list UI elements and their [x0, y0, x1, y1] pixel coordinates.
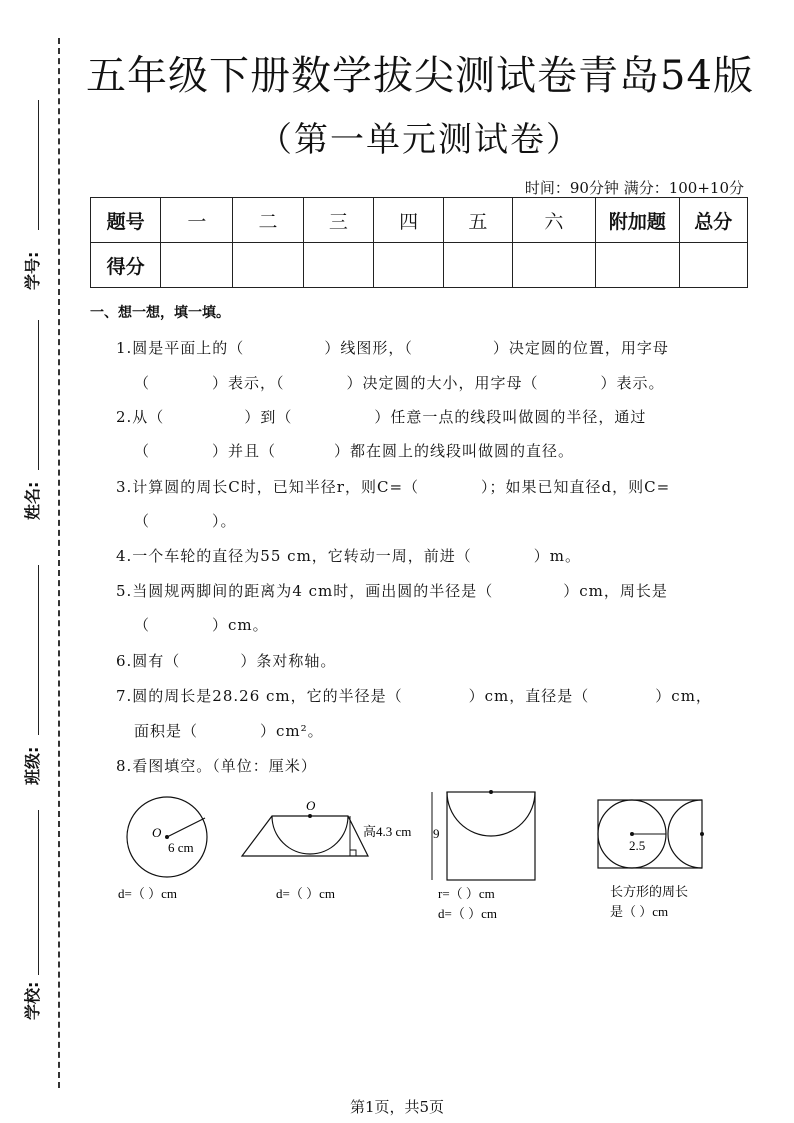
score-header-cell: 四 [373, 198, 443, 243]
question-3-line-2: （ ）。 [134, 512, 237, 530]
score-header-cell: 附加题 [596, 198, 680, 243]
score-header-cell: 五 [444, 198, 512, 243]
fig4-answer-2: 是（ ）cm [610, 904, 669, 919]
class-field[interactable] [38, 565, 39, 735]
score-cell[interactable] [233, 243, 303, 288]
page-subtitle: （第一单元测试卷） [258, 120, 582, 160]
score-header-cell: 总分 [679, 198, 747, 243]
question-4-line-1: 4.一个车轮的直径为55 cm，它转动一周，前进（ ）m。 [116, 547, 582, 565]
question-2-line-2: （ ）并且（ ）都在圆上的线段叫做圆的直径。 [134, 442, 575, 460]
fig2-answer: d=（ ）cm [276, 886, 335, 901]
question-5-line-2: （ ）cm。 [134, 616, 269, 634]
question-5-line-1: 5.当圆规两脚间的距离为4 cm时，画出圆的半径是（ ）cm，周长是 [116, 582, 668, 600]
score-cell[interactable] [512, 243, 596, 288]
fig4-radius-label: 2.5 [629, 838, 646, 853]
school-label: 学校: [23, 981, 42, 1020]
score-header-cell: 题号 [91, 198, 161, 243]
question-8-line-1: 8.看图填空。（单位：厘米） [116, 757, 317, 775]
page-number: 第1页，共5页 [349, 1098, 445, 1116]
fig1-radius-label: 6 cm [168, 840, 194, 855]
exam-meta: 时间：90分钟 满分：100+10分 [524, 179, 744, 197]
class-label: 班级: [23, 746, 42, 785]
figure-square [432, 790, 535, 921]
question-1-line-1: 1.圆是平面上的（ ）线图形，（ ）决定圆的位置，用字母 [116, 339, 669, 357]
fig3-side-label: 9 [433, 826, 440, 841]
figure-trapezoid [242, 798, 411, 901]
fig4-answer-1: 长方形的周长 [610, 884, 689, 899]
student-id-label: 学号: [23, 251, 42, 290]
fig2-center-label: O [306, 798, 316, 813]
score-row-label: 得分 [91, 243, 161, 288]
fig2-height-label: 高4.3 cm [363, 824, 412, 839]
score-cell[interactable] [161, 243, 233, 288]
score-table-score-row [91, 243, 748, 288]
question-7-line-1: 7.圆的周长是28.26 cm，它的半径是（ ）cm，直径是（ ）cm， [116, 687, 712, 705]
score-cell[interactable] [679, 243, 747, 288]
score-cell[interactable] [596, 243, 680, 288]
question-6-line-1: 6.圆有（ ）条对称轴。 [116, 652, 337, 670]
question-1-line-2: （ ）表示，（ ）决定圆的大小，用字母（ ）表示。 [134, 374, 665, 392]
score-table-header-row [91, 198, 748, 243]
fig1-center-label: O [152, 825, 162, 840]
binding-dash-line [58, 38, 60, 1088]
name-label: 姓名: [23, 481, 42, 520]
score-table [90, 197, 748, 288]
name-field[interactable] [38, 320, 39, 470]
fig3-answer-r: r=（ ）cm [438, 886, 495, 901]
figure-rectangle [598, 800, 704, 919]
student-id-field[interactable] [38, 100, 39, 230]
section-title: 一、想一想，填一填。 [90, 305, 230, 321]
page-title: 五年级下册数学拔尖测试卷青岛54版 [86, 53, 754, 99]
question-2-line-1: 2.从（ ）到（ ）任意一点的线段叫做圆的半径，通过 [116, 408, 647, 426]
score-cell[interactable] [303, 243, 373, 288]
score-header-cell: 六 [512, 198, 596, 243]
fig3-answer-d: d=（ ）cm [438, 906, 497, 921]
score-cell[interactable] [444, 243, 512, 288]
question-7-line-2: 面积是（ ）cm²。 [134, 722, 324, 740]
score-cell[interactable] [373, 243, 443, 288]
question-8-figures [100, 780, 720, 930]
fig1-answer: d=（ ）cm [118, 886, 177, 901]
score-header-cell: 三 [303, 198, 373, 243]
school-field[interactable] [38, 810, 39, 975]
score-header-cell: 二 [233, 198, 303, 243]
score-header-cell: 一 [161, 198, 233, 243]
figure-circle [118, 797, 207, 901]
question-3-line-1: 3.计算圆的周长C时，已知半径r，则C=（ ）；如果已知直径d，则C= [116, 478, 671, 496]
